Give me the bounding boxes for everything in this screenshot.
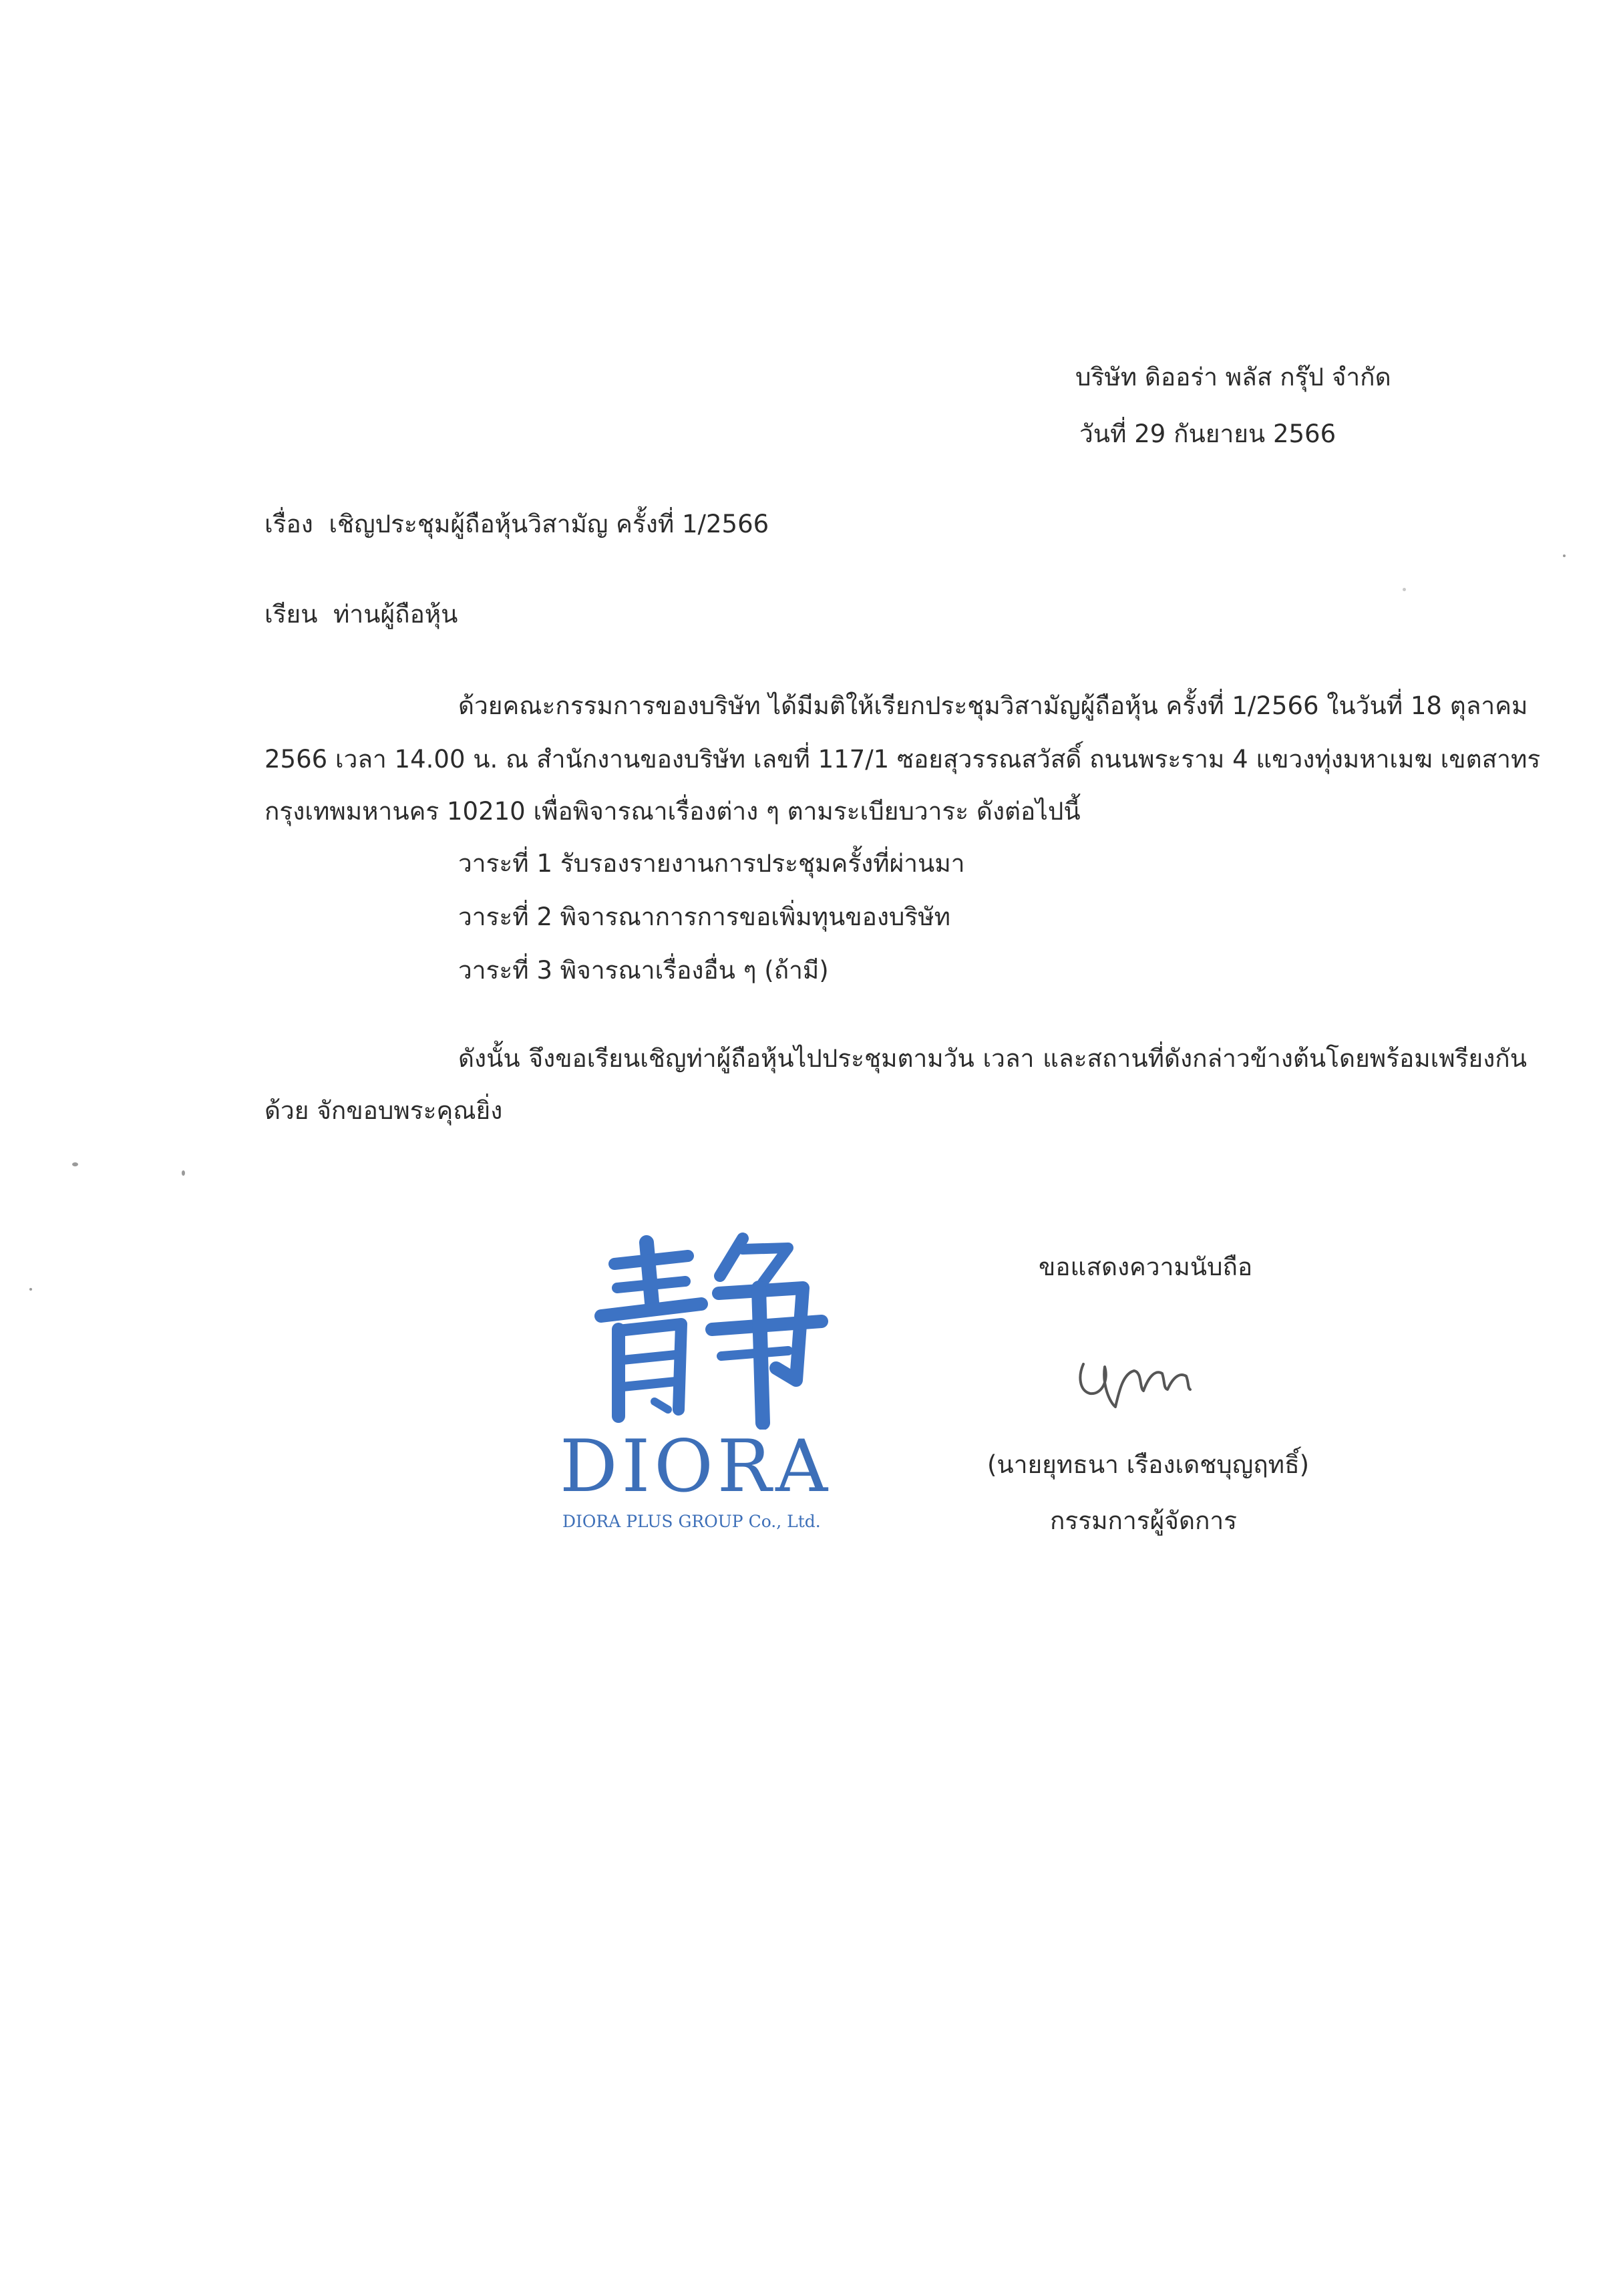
subject-label: เรื่อง <box>264 510 313 538</box>
agenda-item-2: วาระที่ 2 พิจารณาการการขอเพิ่มทุนของบริษัท <box>458 903 951 931</box>
closing-regards: ขอแสดงความนับถือ <box>1039 1253 1253 1281</box>
paragraph-2-line-1: ดังนั้น จึงขอเรียนเชิญท่าผู้ถือหุ้นไปประชุมตามวัน เวลา และสถานที่ดังกล่าวข้างต้นโดยพร้อมเพรียงกัน <box>458 1044 1527 1073</box>
diora-logo-mark-icon <box>588 1229 828 1430</box>
signature-icon <box>1075 1349 1196 1416</box>
agenda-item-3: วาระที่ 3 พิจารณาเรื่องอื่น ๆ (ถ้ามี) <box>458 956 829 985</box>
subject-text: เชิญประชุมผู้ถือหุ้นวิสามัญ ครั้งที่ 1/2566 <box>329 510 769 538</box>
scan-speck <box>1403 588 1406 591</box>
signatory-name: (นายยุทธนา เรืองเดชบุญฤทธิ์) <box>987 1450 1310 1479</box>
scan-speck <box>29 1288 32 1291</box>
recipient-label: เรียน <box>264 600 318 629</box>
letter-date: วันที่ 29 กันยายน 2566 <box>1079 420 1336 448</box>
paragraph-1-line-3: กรุงเทพมหานคร 10210 เพื่อพิจารณาเรื่องต่าง ๆ ตามระเบียบวาระ ดังต่อไปนี้ <box>264 797 1081 826</box>
subject-line <box>264 508 769 541</box>
paragraph-1-line-2: 2566 เวลา 14.00 น. ณ สำนักงานของบริษัท เลขที่ 117/1 ซอยสุวรรณสวัสดิ์ ถนนพระราม 4 แขวงทุ่งมหาเมฆ เขตสาทร <box>264 745 1541 774</box>
scan-speck <box>1563 554 1566 557</box>
scan-speck <box>182 1170 185 1176</box>
recipient-line <box>264 598 458 631</box>
agenda-item-1: วาระที่ 1 รับรองรายงานการประชุมครั้งที่ผ่านมา <box>458 849 965 878</box>
recipient-text: ท่านผู้ถือหุ้น <box>333 600 458 629</box>
logo-company-name: DIORA PLUS GROUP Co., Ltd. <box>562 1512 821 1531</box>
paragraph-1-line-1: ด้วยคณะกรรมการของบริษัท ได้มีมติให้เรียกประชุมวิสามัญผู้ถือหุ้น ครั้งที่ 1/2566 ในวันที่ 18 ตุลาคม <box>458 691 1528 720</box>
signatory-position: กรรมการผู้จัดการ <box>1050 1506 1238 1535</box>
logo-wordmark: DIORA <box>560 1425 832 1508</box>
scan-speck <box>72 1162 78 1166</box>
company-name: บริษัท ดิออร่า พลัส กรุ๊ป จำกัด <box>1075 363 1391 391</box>
paragraph-2-line-2: ด้วย จักขอบพระคุณยิ่ง <box>264 1096 503 1125</box>
